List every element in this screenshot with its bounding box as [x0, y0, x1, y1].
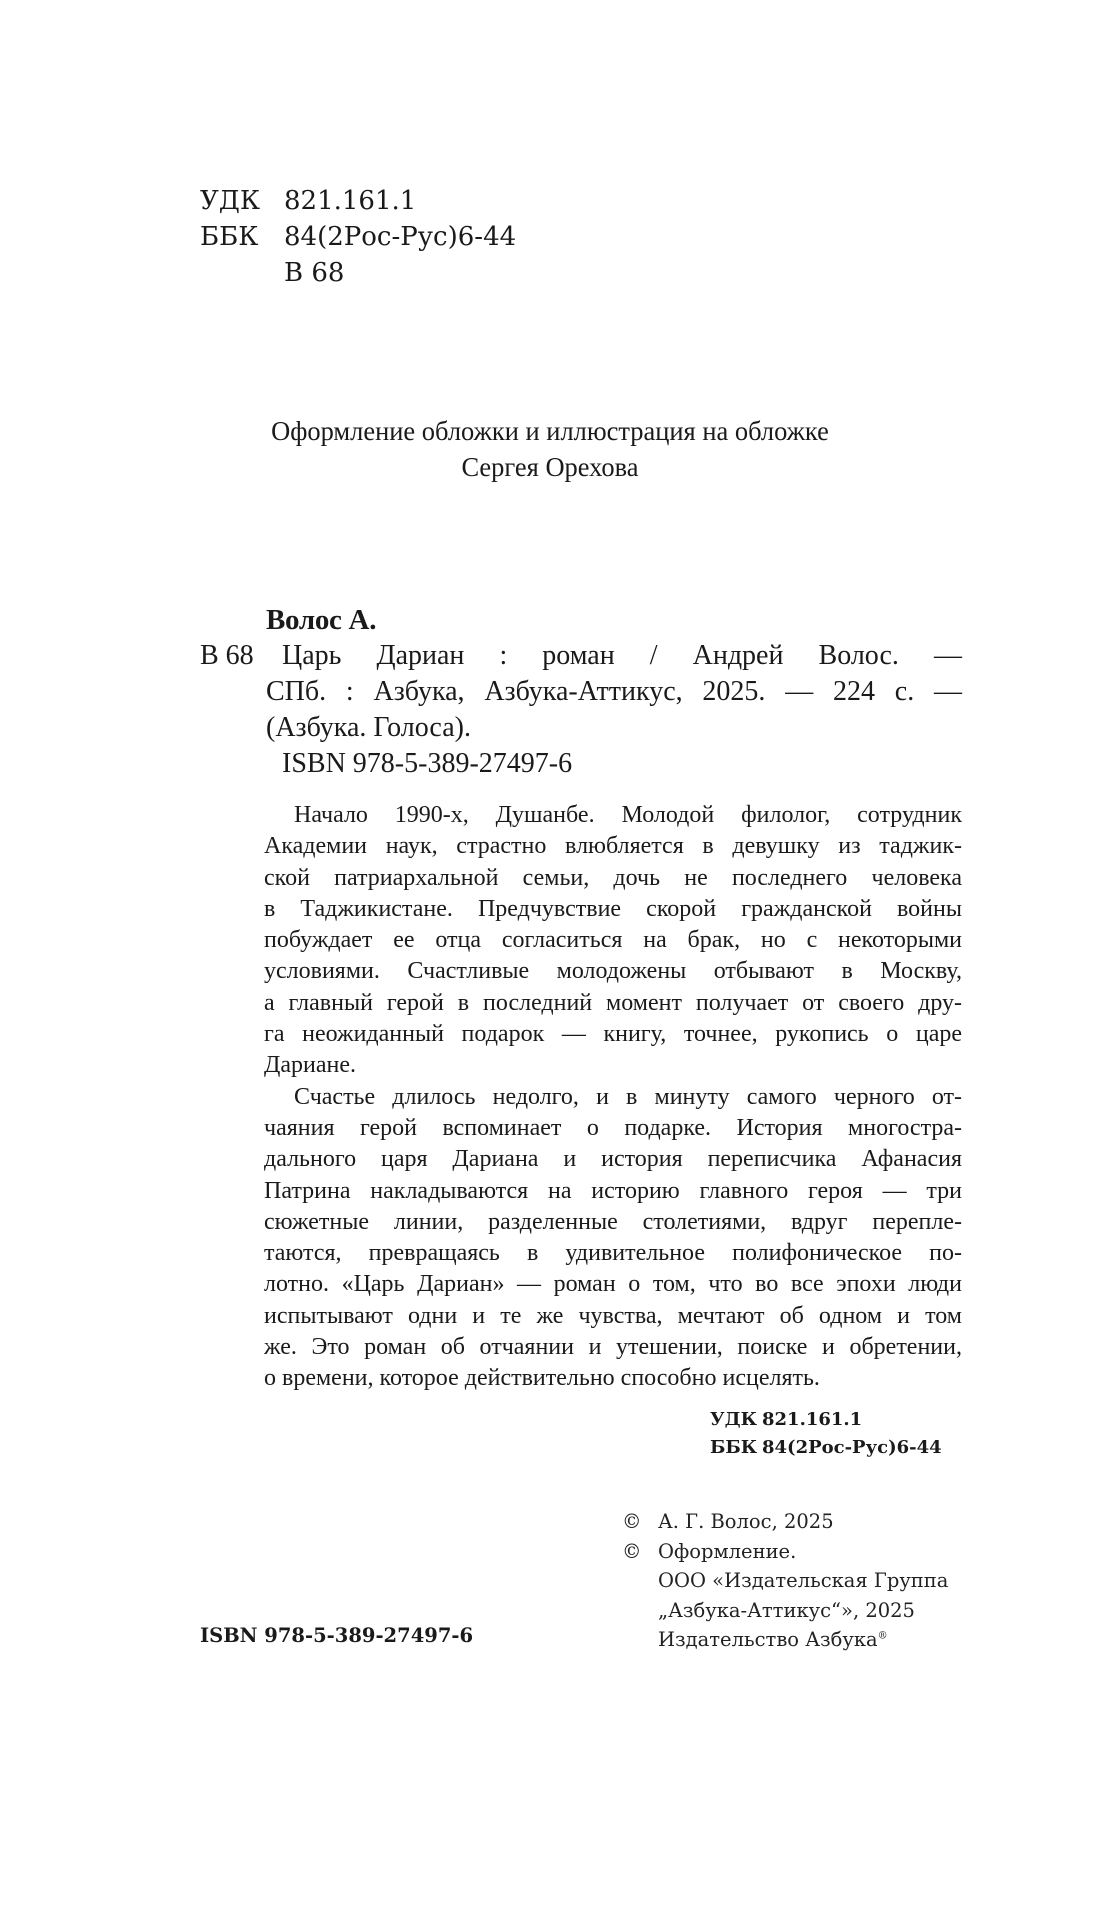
copyright-block [622, 1507, 948, 1655]
isbn-bottom: ISBN 978-5-389-27497-6 [200, 1624, 474, 1647]
annotation-line: Начало 1990-х, Душанбе. Молодой филолог, сотрудник [294, 802, 962, 828]
catalog-card [200, 602, 962, 782]
udk-value: 821.161.1 [762, 1409, 863, 1430]
udk-row [200, 183, 516, 219]
title-line: Царь Дариан : роман / Андрей Волос. — [282, 640, 962, 671]
author-heading: Волос А. [266, 604, 377, 636]
author-mark: В 68 [200, 640, 254, 671]
udk-value: 821.161.1 [284, 186, 417, 216]
annotation-line: а главный герой в последний момент получает от своего дру- [264, 989, 962, 1016]
annotation-line: лотно. «Царь Дариан» — роман о том, что во все эпохи люди [264, 1271, 962, 1298]
classification-bottom [710, 1406, 942, 1462]
annotation-line: га неожиданный подарок — книгу, точнее, рукопись о царе [264, 1021, 962, 1048]
annotation-line: таются, превращаясь в удивительное полифоническое по- [264, 1240, 962, 1267]
bbk-value: 84(2Рос-Рус)6-44 [284, 222, 517, 252]
annotation-line: испытывают одни и те же чувства, мечтают об одном и том [264, 1302, 962, 1329]
cover-credit-line-1: Оформление обложки и иллюстрация на обложке [271, 416, 829, 446]
classification-top [200, 183, 516, 291]
cover-credit-line-2: Сергея Орехова [461, 452, 639, 482]
bbk-label: ББК [200, 222, 259, 252]
udk-row-bottom [710, 1406, 942, 1434]
annotation-line: побуждает ее отца согласиться на брак, но с некоторыми [264, 927, 962, 954]
copyright-icon: © [622, 1539, 642, 1563]
bbk-row [200, 219, 516, 255]
udk-label: УДК [710, 1409, 757, 1430]
copyright-design: © Оформление. [622, 1537, 948, 1567]
registered-icon: ® [877, 1630, 888, 1642]
annotation-line: сюжетные линии, разделенные столетиями, вдруг перепле- [264, 1208, 962, 1235]
annotation-line: ской патриархальной семьи, дочь не последнего человека [264, 864, 962, 891]
annotation-line: дального царя Дариана и история переписчика Афанасия [264, 1146, 962, 1173]
copyright-author: © А. Г. Волос, 2025 [622, 1507, 948, 1537]
copyright-icon: © [622, 1510, 642, 1533]
copyright-imprint: Издательство Азбука® [658, 1628, 888, 1651]
copyright-publisher-line: „Азбука-Аттикус“», 2025 [658, 1598, 915, 1622]
annotation-line: Академии наук, страстно влюбляется в девушку из таджик- [264, 833, 962, 860]
annotation [264, 800, 962, 1395]
title-entry [200, 638, 962, 674]
copyright-publisher-line: ООО «Издательская Группа [658, 1569, 949, 1592]
annotation-line: Дариане. [264, 1052, 357, 1079]
annotation-line: в Таджикистане. Предчувствие скорой гражданской войны [264, 895, 962, 922]
publication-line: СПб. : Азбука, Азбука-Аттикус, 2025. — 224 с. — [266, 676, 962, 707]
annotation-line: же. Это роман об отчаянии и утешении, поиске и обретении, [264, 1334, 962, 1361]
bbk-value: 84(2Рос-Рус)6-44 [762, 1437, 942, 1458]
udk-label: УДК [200, 186, 261, 216]
annotation-line: Патрина накладываются на историю главного героя — три [264, 1177, 962, 1204]
bbk-label: ББК [710, 1437, 758, 1458]
series-line: (Азбука. Голоса). [266, 712, 471, 743]
cover-credit [11, 413, 1089, 485]
annotation-line: чаяния герой вспоминает о подарке. История многостра- [264, 1114, 962, 1141]
annotation-line: Счастье длилось недолго, и в минуту самого черного от- [294, 1083, 962, 1110]
annotation-line: условиями. Счастливые молодожены отбывают в Москву, [264, 958, 962, 985]
bbk-row-bottom [710, 1434, 942, 1462]
author-mark-top: В 68 [284, 258, 345, 288]
annotation-line: о времени, которое действительно способно исцелять. [264, 1365, 820, 1392]
card-isbn: ISBN 978-5-389-27497-6 [282, 748, 573, 779]
